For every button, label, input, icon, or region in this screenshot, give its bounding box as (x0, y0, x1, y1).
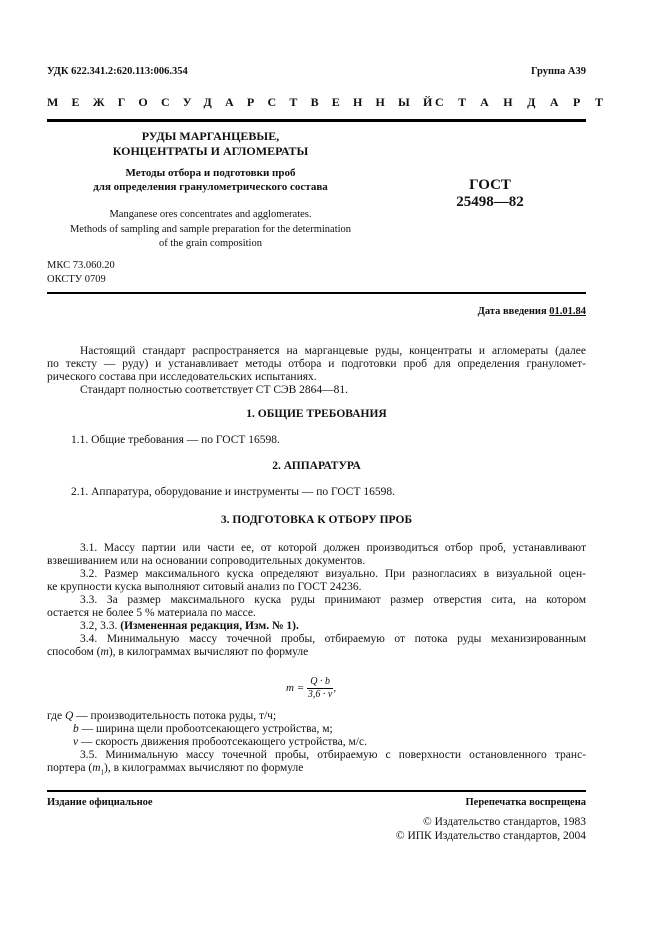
formula-denominator: 3,6 · v (307, 688, 333, 700)
text: — производительность потока руды, т/ч; (76, 710, 277, 722)
title-line-1: РУДЫ МАРГАНЦЕВЫЕ, (141, 129, 280, 143)
text: портера ( (47, 762, 93, 774)
where-b (73, 723, 333, 736)
mid-rule (47, 292, 586, 294)
section-3-heading: 3. ПОДГОТОВКА К ОТБОРУ ПРОБ (220, 514, 413, 526)
clause-3-2-cont: ке крупности куска выполняют ситовый анализ по ГОСТ 24236. (47, 581, 362, 593)
reprint-prohibited: Перепечатка воспрещена (465, 797, 586, 808)
english-title-1: Manganese ores concentrates and agglomerates. (109, 209, 312, 220)
effective-date-label: Дата введения (477, 306, 547, 317)
formula-fraction (307, 676, 333, 701)
clause-3-5-cont (47, 762, 303, 779)
banner-standard: СТАНДАРТ (435, 95, 618, 109)
clause-3-1: 3.1. Массу партии или части ее, от которой должен производиться отбор проб, устанавливают (80, 542, 586, 554)
clause-3-4: 3.4. Минимальную массу точечной пробы, отбираемую от потока руды механизированным (80, 633, 586, 645)
formula-numerator: Q · b (307, 676, 333, 689)
okstu-code: ОКСТУ 0709 (47, 274, 106, 285)
footer-rule (47, 790, 586, 792)
gost-label: ГОСТ (469, 177, 511, 193)
text: — скорость движения пробоотсекающего устройства, м/с. (80, 736, 367, 748)
text: способом ( (47, 646, 101, 658)
intro-line: Стандарт полностью соответствует СТ СЭВ 2864—81. (80, 384, 349, 396)
mks-code: МКС 73.060.20 (47, 260, 115, 271)
subscript: 1 (100, 768, 105, 777)
variable-m: m (100, 646, 109, 658)
effective-date (478, 305, 586, 318)
title-line-2: КОНЦЕНТРАТЫ И АГЛОМЕРАТЫ (112, 144, 309, 158)
variable-m1: m (92, 762, 101, 774)
banner-interstate: МЕЖГОСУДАРСТВЕННЫЙ (47, 95, 446, 109)
clause-1-1: 1.1. Общие требования — по ГОСТ 16598. (71, 434, 280, 446)
amendment-text: (Измененная редакция, Изм. № 1). (120, 620, 299, 632)
clause-2-1: 2.1. Аппаратура, оборудование и инструменты — по ГОСТ 16598. (71, 486, 395, 498)
where-q (47, 710, 276, 723)
amendment-note (80, 620, 299, 633)
text: — ширина щели пробоотсекающего устройства, м; (81, 723, 333, 735)
text: где (47, 710, 63, 722)
effective-date-value: 01.01.84 (549, 306, 586, 317)
subtitle-line-1: Методы отбора и подготовки проб (125, 167, 296, 179)
variable-b: b (73, 723, 79, 735)
section-1-heading: 1. ОБЩИЕ ТРЕБОВАНИЯ (246, 408, 387, 420)
text: ), в килограммах вычисляют по формуле (108, 646, 309, 658)
variable-q: Q (64, 710, 74, 722)
gost-number: 25498—82 (456, 194, 524, 210)
udk-code: УДК 622.341.2:620.113:006.354 (47, 66, 188, 77)
formula-lhs: m = (286, 682, 305, 694)
clause-3-4-cont (47, 646, 308, 659)
english-title-3: of the grain composition (159, 238, 262, 249)
clause-3-5: 3.5. Минимальную массу точечной пробы, отбираемую с поверхности остановленного транс- (80, 749, 586, 761)
where-v (73, 736, 367, 749)
group-code: Группа А39 (530, 66, 586, 77)
official-edition: Издание официальное (47, 797, 153, 808)
subtitle-line-2: для определения гранулометрического состава (93, 181, 328, 193)
top-rule (47, 119, 586, 122)
clause-3-3-cont: остается не более 5 % материала по массе. (47, 607, 256, 619)
clause-3-2: 3.2. Размер максимального куска определяют визуально. При разногласиях в визуальной оцен- (80, 568, 586, 580)
text: ), в килограммах вычисляют по формуле (104, 762, 304, 774)
intro-line: Настоящий стандарт распространяется на марганцевые руды, концентраты и агломераты (далее (80, 345, 586, 357)
section-2-heading: 2. АППАРАТУРА (272, 460, 361, 472)
clause-3-1-cont: взвешиванием или на основании сопроводительных документов. (47, 555, 366, 567)
intro-line: рического состава при исследовательских испытаниях. (47, 371, 317, 383)
variable-v: v (73, 736, 79, 748)
amendment-clauses: 3.2, 3.3. (80, 620, 118, 632)
clause-3-3: 3.3. За размер максимального куска руды принимают размер отверстия сита, на котором (80, 594, 586, 606)
formula-m (286, 675, 336, 701)
english-title-2: Methods of sampling and sample preparation for the determination (69, 224, 352, 235)
intro-line: по тексту — руду) и устанавливает методы отбора и подготовки проб для определения грануломет- (47, 358, 586, 370)
copyright-1983: © Издательство стандартов, 1983 (422, 816, 586, 828)
formula-comma: , (333, 682, 337, 694)
copyright-2004: © ИПК Издательство стандартов, 2004 (395, 830, 586, 842)
